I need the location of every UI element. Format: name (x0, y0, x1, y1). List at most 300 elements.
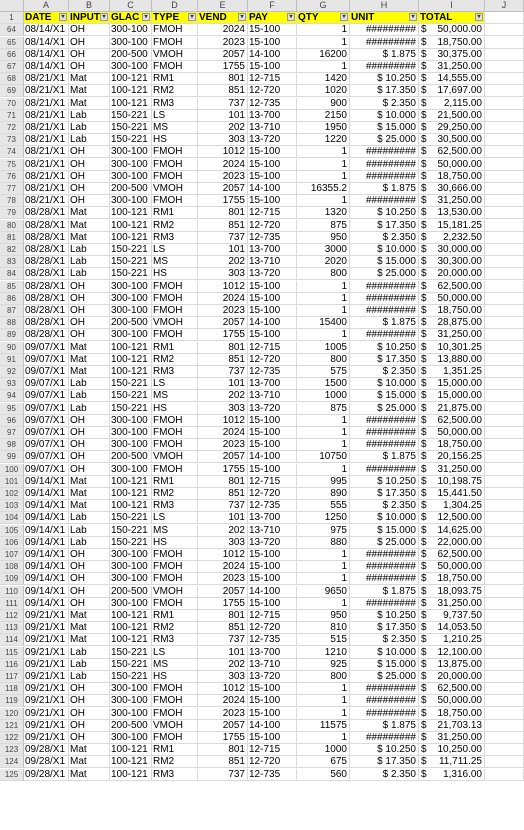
pay-cell[interactable]: 12-720 (248, 622, 297, 634)
pay-cell[interactable]: 12-715 (248, 476, 297, 488)
unit-cell[interactable]: $ 1.875 (350, 586, 419, 598)
total-cell[interactable] (419, 744, 485, 756)
qty-cell[interactable]: 975 (297, 525, 350, 537)
glac-cell[interactable]: 300-100 (110, 195, 152, 207)
input-cell[interactable]: OH (69, 439, 110, 451)
unit-cell[interactable]: $ 15.000 (350, 122, 419, 134)
input-cell[interactable]: Lab (69, 671, 110, 683)
input-cell[interactable]: Mat (69, 500, 110, 512)
pay-cell[interactable]: 14-100 (248, 720, 297, 732)
total-cell[interactable] (419, 622, 485, 634)
date-cell[interactable]: 08/14/X1 (24, 61, 69, 73)
type-cell[interactable]: FMOH (152, 561, 198, 573)
input-cell[interactable]: Lab (69, 122, 110, 134)
glac-cell[interactable]: 300-100 (110, 415, 152, 427)
input-cell[interactable]: OH (69, 598, 110, 610)
pay-cell[interactable]: 15-100 (248, 61, 297, 73)
unit-cell[interactable]: $ 1.875 (350, 49, 419, 61)
total-cell[interactable] (419, 671, 485, 683)
date-cell[interactable]: 09/07/X1 (24, 366, 69, 378)
empty-cell[interactable] (485, 256, 524, 268)
glac-cell[interactable]: 100-121 (110, 476, 152, 488)
row-number[interactable]: 105 (0, 525, 24, 537)
date-cell[interactable]: 08/28/X1 (24, 232, 69, 244)
vend-cell[interactable]: 1755 (198, 732, 248, 744)
type-cell[interactable]: LS (152, 244, 198, 256)
vend-cell[interactable]: 2023 (198, 37, 248, 49)
input-cell[interactable]: OH (69, 195, 110, 207)
total-cell[interactable] (419, 317, 485, 329)
type-cell[interactable]: FMOH (152, 464, 198, 476)
row-number[interactable]: 92 (0, 366, 24, 378)
type-cell[interactable]: RM1 (152, 207, 198, 219)
pay-cell[interactable]: 15-100 (248, 195, 297, 207)
qty-cell[interactable]: 1 (297, 293, 350, 305)
date-cell[interactable]: 08/14/X1 (24, 37, 69, 49)
date-cell[interactable]: 09/07/X1 (24, 390, 69, 402)
glac-cell[interactable]: 100-121 (110, 354, 152, 366)
vend-cell[interactable]: 101 (198, 110, 248, 122)
pay-cell[interactable]: 13-720 (248, 671, 297, 683)
pay-cell[interactable]: 12-720 (248, 85, 297, 97)
vend-cell[interactable]: 2023 (198, 708, 248, 720)
input-cell[interactable]: OH (69, 683, 110, 695)
vend-cell[interactable]: 1755 (198, 61, 248, 73)
empty-cell[interactable] (485, 683, 524, 695)
date-cell[interactable]: 09/07/X1 (24, 342, 69, 354)
type-cell[interactable]: FMOH (152, 329, 198, 341)
input-cell[interactable]: Mat (69, 769, 110, 781)
input-cell[interactable]: OH (69, 37, 110, 49)
empty-cell[interactable] (485, 647, 524, 659)
chevron-down-icon[interactable]: ▾ (100, 13, 108, 21)
total-cell[interactable] (419, 61, 485, 73)
row-number[interactable]: 102 (0, 488, 24, 500)
date-cell[interactable]: 09/14/X1 (24, 573, 69, 585)
row-number[interactable]: 118 (0, 683, 24, 695)
date-cell[interactable]: 08/28/X1 (24, 329, 69, 341)
row-number[interactable]: 103 (0, 500, 24, 512)
row-number[interactable]: 72 (0, 122, 24, 134)
row-number[interactable]: 80 (0, 220, 24, 232)
qty-cell[interactable]: 1950 (297, 122, 350, 134)
empty-cell[interactable] (485, 769, 524, 781)
pay-cell[interactable]: 12-715 (248, 610, 297, 622)
date-cell[interactable]: 09/21/X1 (24, 647, 69, 659)
qty-cell[interactable]: 1 (297, 683, 350, 695)
row-number[interactable]: 70 (0, 98, 24, 110)
unit-cell[interactable]: $ 2.350 (350, 98, 419, 110)
empty-cell[interactable] (485, 671, 524, 683)
row-number[interactable]: 93 (0, 378, 24, 390)
empty-cell[interactable] (485, 195, 524, 207)
type-cell[interactable]: RM3 (152, 634, 198, 646)
glac-cell[interactable]: 100-121 (110, 488, 152, 500)
unit-cell[interactable]: ######### (350, 439, 419, 451)
qty-cell[interactable]: 2150 (297, 110, 350, 122)
input-cell[interactable]: Mat (69, 756, 110, 768)
pay-cell[interactable]: 15-100 (248, 146, 297, 158)
empty-cell[interactable] (485, 695, 524, 707)
input-cell[interactable]: Mat (69, 488, 110, 500)
type-cell[interactable]: VMOH (152, 451, 198, 463)
glac-cell[interactable]: 300-100 (110, 329, 152, 341)
input-cell[interactable]: OH (69, 281, 110, 293)
empty-cell[interactable] (485, 24, 524, 36)
unit-cell[interactable]: $ 15.000 (350, 659, 419, 671)
row-number[interactable]: 99 (0, 451, 24, 463)
input-cell[interactable]: Mat (69, 232, 110, 244)
unit-cell[interactable]: ######### (350, 464, 419, 476)
unit-cell[interactable]: $ 10.250 (350, 610, 419, 622)
empty-cell[interactable] (485, 122, 524, 134)
vend-cell[interactable]: 801 (198, 610, 248, 622)
total-cell[interactable] (419, 683, 485, 695)
type-cell[interactable]: MS (152, 390, 198, 402)
glac-cell[interactable]: 200-500 (110, 586, 152, 598)
pay-cell[interactable]: 15-100 (248, 573, 297, 585)
input-cell[interactable]: OH (69, 171, 110, 183)
date-cell[interactable]: 08/28/X1 (24, 244, 69, 256)
glac-cell[interactable]: 200-500 (110, 183, 152, 195)
empty-cell[interactable] (485, 720, 524, 732)
total-cell[interactable] (419, 512, 485, 524)
type-cell[interactable]: HS (152, 134, 198, 146)
glac-cell[interactable]: 150-221 (110, 110, 152, 122)
unit-cell[interactable]: $ 25.000 (350, 671, 419, 683)
column-header-f[interactable]: F (248, 0, 297, 12)
input-cell[interactable]: Lab (69, 525, 110, 537)
unit-cell[interactable]: $ 10.250 (350, 476, 419, 488)
type-cell[interactable]: MS (152, 525, 198, 537)
glac-cell[interactable]: 100-121 (110, 756, 152, 768)
total-cell[interactable] (419, 171, 485, 183)
row-number[interactable]: 74 (0, 146, 24, 158)
date-cell[interactable]: 09/21/X1 (24, 732, 69, 744)
date-cell[interactable]: 08/14/X1 (24, 49, 69, 61)
type-cell[interactable]: VMOH (152, 317, 198, 329)
total-cell[interactable] (419, 720, 485, 732)
row-number[interactable]: 123 (0, 744, 24, 756)
total-cell[interactable] (419, 659, 485, 671)
empty-cell[interactable] (485, 110, 524, 122)
row-number[interactable]: 67 (0, 61, 24, 73)
input-cell[interactable]: Lab (69, 244, 110, 256)
total-cell[interactable] (419, 634, 485, 646)
row-number[interactable]: 89 (0, 329, 24, 341)
row-number[interactable]: 86 (0, 293, 24, 305)
row-number[interactable]: 81 (0, 232, 24, 244)
qty-cell[interactable]: 560 (297, 769, 350, 781)
qty-cell[interactable]: 1 (297, 159, 350, 171)
unit-cell[interactable]: $ 2.350 (350, 232, 419, 244)
type-cell[interactable]: RM3 (152, 232, 198, 244)
glac-cell[interactable]: 300-100 (110, 281, 152, 293)
glac-cell[interactable]: 300-100 (110, 439, 152, 451)
unit-cell[interactable]: ######### (350, 427, 419, 439)
empty-cell[interactable] (485, 268, 524, 280)
pay-cell[interactable]: 14-100 (248, 183, 297, 195)
row-number[interactable]: 116 (0, 659, 24, 671)
empty-cell[interactable] (485, 244, 524, 256)
vend-cell[interactable]: 2023 (198, 573, 248, 585)
pay-cell[interactable]: 15-100 (248, 329, 297, 341)
pay-cell[interactable]: 15-100 (248, 293, 297, 305)
total-cell[interactable] (419, 305, 485, 317)
type-cell[interactable]: FMOH (152, 37, 198, 49)
date-cell[interactable]: 09/21/X1 (24, 695, 69, 707)
pay-cell[interactable]: 13-720 (248, 268, 297, 280)
qty-cell[interactable]: 575 (297, 366, 350, 378)
qty-cell[interactable]: 1420 (297, 73, 350, 85)
vend-cell[interactable]: 737 (198, 366, 248, 378)
empty-cell[interactable] (485, 756, 524, 768)
date-cell[interactable]: 09/14/X1 (24, 488, 69, 500)
vend-cell[interactable]: 1755 (198, 329, 248, 341)
input-cell[interactable]: Mat (69, 476, 110, 488)
total-cell[interactable] (419, 293, 485, 305)
vend-cell[interactable]: 1012 (198, 281, 248, 293)
qty-cell[interactable]: 875 (297, 403, 350, 415)
input-cell[interactable]: Lab (69, 537, 110, 549)
total-cell[interactable] (419, 439, 485, 451)
date-cell[interactable]: 09/21/X1 (24, 634, 69, 646)
type-cell[interactable]: RM1 (152, 476, 198, 488)
vend-cell[interactable]: 851 (198, 354, 248, 366)
type-cell[interactable]: FMOH (152, 695, 198, 707)
pay-cell[interactable]: 15-100 (248, 464, 297, 476)
total-cell[interactable] (419, 769, 485, 781)
empty-cell[interactable] (485, 317, 524, 329)
type-cell[interactable]: LS (152, 378, 198, 390)
unit-cell[interactable]: ######### (350, 561, 419, 573)
vend-cell[interactable]: 737 (198, 500, 248, 512)
vend-cell[interactable]: 303 (198, 671, 248, 683)
row-number[interactable]: 73 (0, 134, 24, 146)
qty-cell[interactable]: 1 (297, 61, 350, 73)
input-cell[interactable]: Mat (69, 744, 110, 756)
pay-cell[interactable]: 15-100 (248, 159, 297, 171)
total-cell[interactable] (419, 207, 485, 219)
pay-cell[interactable]: 12-735 (248, 500, 297, 512)
row-number[interactable]: 111 (0, 598, 24, 610)
type-cell[interactable]: FMOH (152, 146, 198, 158)
pay-cell[interactable]: 15-100 (248, 427, 297, 439)
glac-cell[interactable]: 100-121 (110, 744, 152, 756)
empty-cell[interactable] (485, 73, 524, 85)
glac-cell[interactable]: 200-500 (110, 451, 152, 463)
date-cell[interactable]: 08/28/X1 (24, 268, 69, 280)
input-cell[interactable]: OH (69, 293, 110, 305)
empty-cell[interactable] (485, 329, 524, 341)
type-cell[interactable]: FMOH (152, 293, 198, 305)
type-cell[interactable]: FMOH (152, 281, 198, 293)
glac-cell[interactable]: 100-121 (110, 220, 152, 232)
qty-cell[interactable]: 1 (297, 281, 350, 293)
unit-cell[interactable]: $ 15.000 (350, 525, 419, 537)
total-cell[interactable] (419, 146, 485, 158)
input-cell[interactable]: OH (69, 183, 110, 195)
glac-cell[interactable]: 300-100 (110, 427, 152, 439)
pay-cell[interactable]: 15-100 (248, 549, 297, 561)
pay-cell[interactable]: 15-100 (248, 598, 297, 610)
empty-cell[interactable] (485, 37, 524, 49)
row-number[interactable]: 88 (0, 317, 24, 329)
date-cell[interactable]: 09/14/X1 (24, 525, 69, 537)
row-number[interactable]: 113 (0, 622, 24, 634)
qty-cell[interactable]: 10750 (297, 451, 350, 463)
glac-cell[interactable]: 100-121 (110, 232, 152, 244)
date-cell[interactable]: 08/21/X1 (24, 134, 69, 146)
row-number[interactable]: 107 (0, 549, 24, 561)
qty-cell[interactable]: 1 (297, 305, 350, 317)
glac-cell[interactable]: 100-121 (110, 622, 152, 634)
glac-cell[interactable]: 300-100 (110, 24, 152, 36)
row-number[interactable]: 84 (0, 268, 24, 280)
column-header-b[interactable]: B (69, 0, 110, 12)
unit-cell[interactable]: ######### (350, 195, 419, 207)
date-cell[interactable]: 09/21/X1 (24, 610, 69, 622)
glac-cell[interactable]: 100-121 (110, 366, 152, 378)
unit-cell[interactable]: $ 1.875 (350, 183, 419, 195)
type-cell[interactable]: RM2 (152, 756, 198, 768)
unit-cell[interactable]: $ 17.350 (350, 354, 419, 366)
row-number[interactable]: 95 (0, 403, 24, 415)
row-number[interactable]: 65 (0, 37, 24, 49)
glac-cell[interactable]: 200-500 (110, 720, 152, 732)
input-cell[interactable]: Lab (69, 512, 110, 524)
empty-cell[interactable] (485, 390, 524, 402)
pay-cell[interactable]: 15-100 (248, 683, 297, 695)
pay-cell[interactable]: 12-720 (248, 756, 297, 768)
row-number[interactable]: 124 (0, 756, 24, 768)
total-cell[interactable] (419, 378, 485, 390)
glac-cell[interactable]: 150-221 (110, 256, 152, 268)
glac-cell[interactable]: 150-221 (110, 390, 152, 402)
input-cell[interactable]: Mat (69, 366, 110, 378)
date-cell[interactable]: 08/21/X1 (24, 183, 69, 195)
column-header-j[interactable]: J (485, 0, 524, 12)
pay-cell[interactable]: 13-710 (248, 390, 297, 402)
qty-cell[interactable]: 675 (297, 756, 350, 768)
row-number[interactable]: 97 (0, 427, 24, 439)
qty-cell[interactable]: 925 (297, 659, 350, 671)
total-cell[interactable] (419, 561, 485, 573)
qty-cell[interactable]: 2020 (297, 256, 350, 268)
unit-cell[interactable]: $ 10.250 (350, 744, 419, 756)
row-number[interactable]: 110 (0, 586, 24, 598)
date-cell[interactable]: 08/28/X1 (24, 220, 69, 232)
qty-cell[interactable]: 1250 (297, 512, 350, 524)
row-number[interactable]: 1 (0, 12, 24, 24)
pay-cell[interactable]: 12-720 (248, 220, 297, 232)
column-header-c[interactable]: C (110, 0, 152, 12)
vend-cell[interactable]: 2057 (198, 720, 248, 732)
vend-cell[interactable]: 101 (198, 378, 248, 390)
glac-cell[interactable]: 300-100 (110, 708, 152, 720)
total-cell[interactable] (419, 183, 485, 195)
total-cell[interactable] (419, 732, 485, 744)
total-cell[interactable] (419, 220, 485, 232)
type-cell[interactable]: RM3 (152, 366, 198, 378)
glac-cell[interactable]: 200-500 (110, 49, 152, 61)
empty-cell[interactable] (485, 598, 524, 610)
empty-cell[interactable] (485, 561, 524, 573)
vend-cell[interactable]: 1755 (198, 598, 248, 610)
qty-cell[interactable]: 1000 (297, 744, 350, 756)
empty-cell[interactable] (485, 159, 524, 171)
qty-cell[interactable]: 800 (297, 268, 350, 280)
input-cell[interactable]: OH (69, 427, 110, 439)
date-cell[interactable]: 09/21/X1 (24, 671, 69, 683)
date-cell[interactable]: 08/28/X1 (24, 256, 69, 268)
total-cell[interactable] (419, 73, 485, 85)
input-cell[interactable]: Lab (69, 134, 110, 146)
total-cell[interactable] (419, 134, 485, 146)
date-cell[interactable]: 09/28/X1 (24, 756, 69, 768)
unit-cell[interactable]: $ 10.000 (350, 647, 419, 659)
qty-cell[interactable]: 555 (297, 500, 350, 512)
vend-cell[interactable]: 1012 (198, 683, 248, 695)
vend-cell[interactable]: 2024 (198, 561, 248, 573)
vend-cell[interactable]: 2057 (198, 317, 248, 329)
row-number[interactable]: 91 (0, 354, 24, 366)
empty-cell[interactable] (485, 354, 524, 366)
vend-cell[interactable]: 303 (198, 268, 248, 280)
glac-cell[interactable]: 300-100 (110, 683, 152, 695)
unit-cell[interactable]: ######### (350, 695, 419, 707)
empty-cell[interactable] (485, 232, 524, 244)
type-cell[interactable]: FMOH (152, 573, 198, 585)
date-cell[interactable]: 09/07/X1 (24, 427, 69, 439)
total-cell[interactable] (419, 756, 485, 768)
pay-cell[interactable]: 12-720 (248, 488, 297, 500)
input-cell[interactable]: Mat (69, 354, 110, 366)
input-cell[interactable]: OH (69, 451, 110, 463)
input-cell[interactable]: OH (69, 732, 110, 744)
vend-cell[interactable]: 1755 (198, 464, 248, 476)
column-header-a[interactable]: A (24, 0, 69, 12)
vend-cell[interactable]: 101 (198, 647, 248, 659)
empty-cell[interactable] (485, 366, 524, 378)
qty-cell[interactable]: 1500 (297, 378, 350, 390)
date-cell[interactable]: 09/21/X1 (24, 659, 69, 671)
column-header-i[interactable]: I (419, 0, 485, 12)
total-cell[interactable] (419, 476, 485, 488)
vend-cell[interactable]: 303 (198, 134, 248, 146)
unit-cell[interactable]: ######### (350, 281, 419, 293)
date-cell[interactable]: 09/14/X1 (24, 476, 69, 488)
total-cell[interactable] (419, 329, 485, 341)
glac-cell[interactable]: 150-221 (110, 647, 152, 659)
type-cell[interactable]: LS (152, 512, 198, 524)
total-cell[interactable] (419, 98, 485, 110)
input-cell[interactable]: Lab (69, 390, 110, 402)
pay-cell[interactable]: 13-710 (248, 122, 297, 134)
qty-cell[interactable]: 1 (297, 37, 350, 49)
glac-cell[interactable]: 100-121 (110, 342, 152, 354)
row-number[interactable]: 125 (0, 769, 24, 781)
empty-cell[interactable] (485, 659, 524, 671)
empty-cell[interactable] (485, 342, 524, 354)
unit-cell[interactable]: ######### (350, 732, 419, 744)
vend-cell[interactable]: 303 (198, 537, 248, 549)
row-number[interactable]: 98 (0, 439, 24, 451)
date-cell[interactable]: 09/14/X1 (24, 586, 69, 598)
input-cell[interactable]: Mat (69, 622, 110, 634)
qty-cell[interactable]: 995 (297, 476, 350, 488)
date-cell[interactable]: 09/07/X1 (24, 403, 69, 415)
